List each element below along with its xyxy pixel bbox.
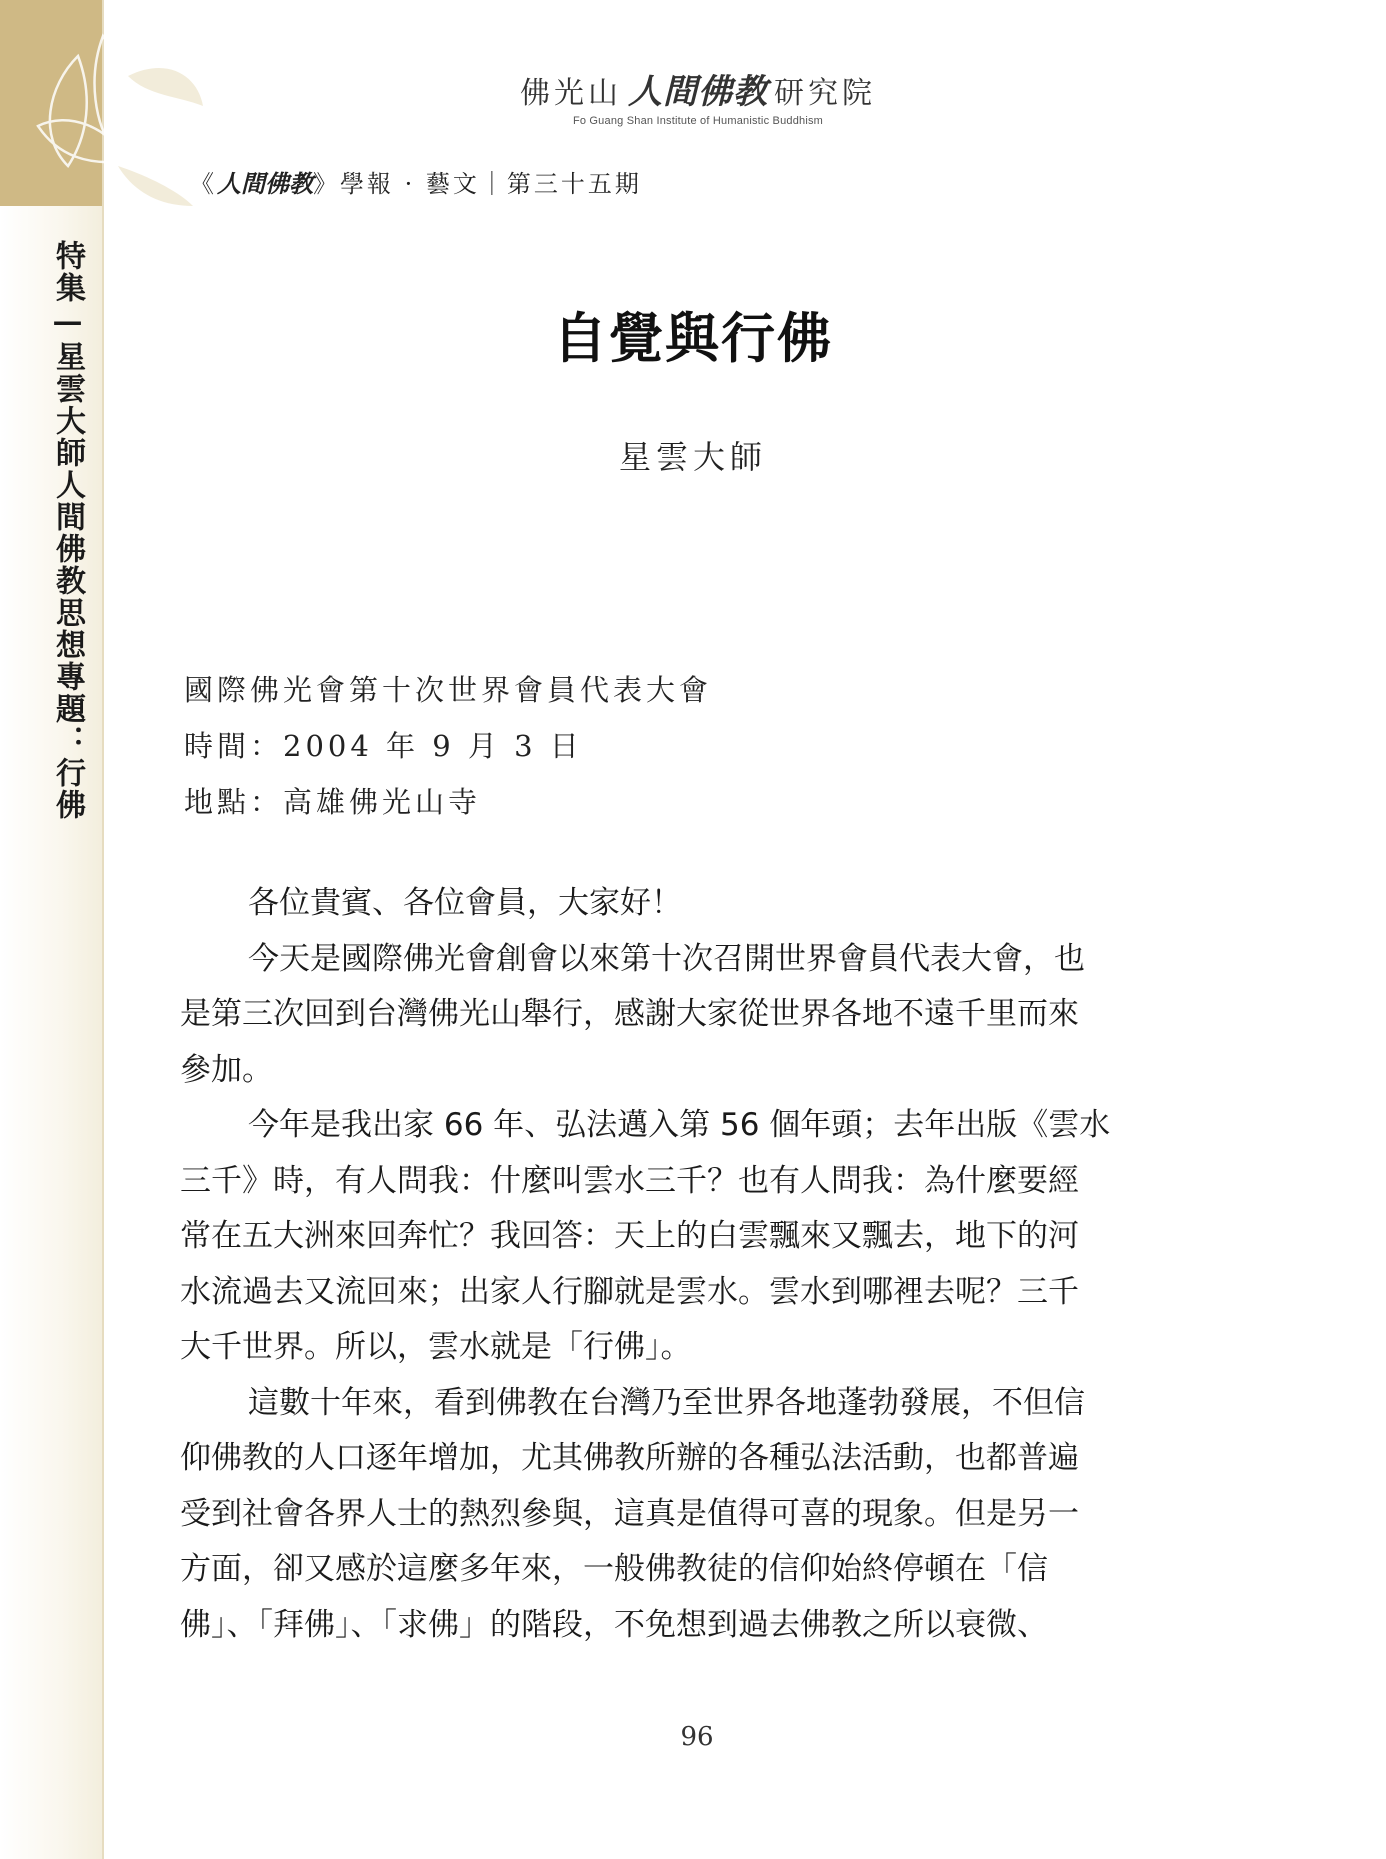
paragraph-line: 三千》時，有人問我：什麼叫雲水三千？也有人問我：為什麼要經 [180, 1162, 1079, 1199]
paragraph-line: 仰佛教的人口逐年增加，尤其佛教所辦的各種弘法活動，也都普遍 [180, 1440, 1079, 1476]
meta-place: 地點：高雄佛光山寺 [184, 785, 482, 819]
paragraph-line: 這數十年來，看到佛教在台灣乃至世界各地蓬勃發展，不但信 [248, 1384, 1085, 1421]
journal-open: 《 [190, 170, 217, 198]
paragraph-line: 今天是國際佛光會創會以來第十次召開世界會員代表大會，也 [248, 940, 1085, 977]
journal-close: 》學報 · 藝文｜第三十五期 [313, 170, 642, 198]
institute-suffix: 研究院 [774, 76, 876, 111]
paragraph [180, 932, 1180, 1099]
page-number: 96 [680, 1722, 714, 1752]
article-body [180, 876, 1180, 1653]
paragraph-line: 各位貴賓、各位會員，大家好！ [248, 885, 682, 921]
paragraph [180, 876, 1180, 932]
meta-event: 國際佛光會第十次世界會員代表大會 [184, 673, 713, 707]
paragraph-line: 方面，卻又感於這麼多年來，一般佛教徒的信仰始終停頓在「信 [180, 1551, 1048, 1587]
section-vertical-title: 特集—星雲大師人間佛教思想專題：行佛 [50, 240, 85, 821]
paragraph-line: 是第三次回到台灣佛光山舉行，感謝大家從世界各地不遠千里而來 [180, 996, 1079, 1032]
paragraph [180, 1376, 1180, 1654]
article-title: 自覺與行佛 [553, 306, 833, 370]
paragraph-line: 今年是我出家 66 年、弘法邁入第 56 個年頭；去年出版《雲水 [248, 1107, 1111, 1143]
paragraph-line: 參加。 [180, 1051, 273, 1088]
paragraph-line: 大千世界。所以，雲水就是「行佛」。 [180, 1329, 692, 1365]
journal-brand: 人間佛教 [217, 169, 313, 198]
institute-brand-logo: 人間佛教 [628, 72, 768, 112]
institute-prefix: 佛光山 [520, 76, 622, 111]
paragraph-line: 佛」、「拜佛」、「求佛」的階段，不免想到過去佛教之所以衰微、 [180, 1606, 1048, 1643]
meta-time: 時間：2004 年 9 月 3 日 [184, 729, 583, 763]
journal-running-head [190, 164, 642, 199]
event-meta [184, 662, 1184, 830]
institute-english-name: Fo Guang Shan Institute of Humanistic Buddhism [572, 115, 824, 127]
institute-name [488, 64, 908, 113]
institute-header [488, 64, 908, 127]
paragraph-line: 水流過去又流回來；出家人行腳就是雲水。雲水到哪裡去呢？三千 [180, 1273, 1079, 1310]
paragraph-line: 受到社會各界人士的熱烈參與，這真是值得可喜的現象。但是另一 [180, 1495, 1079, 1532]
paragraph [180, 1098, 1180, 1376]
lotus-flower-icon [18, 16, 208, 206]
paragraph-line: 常在五大洲來回奔忙？我回答：天上的白雲飄來又飄去，地下的河 [180, 1218, 1079, 1254]
article-author: 星雲大師 [618, 438, 767, 476]
